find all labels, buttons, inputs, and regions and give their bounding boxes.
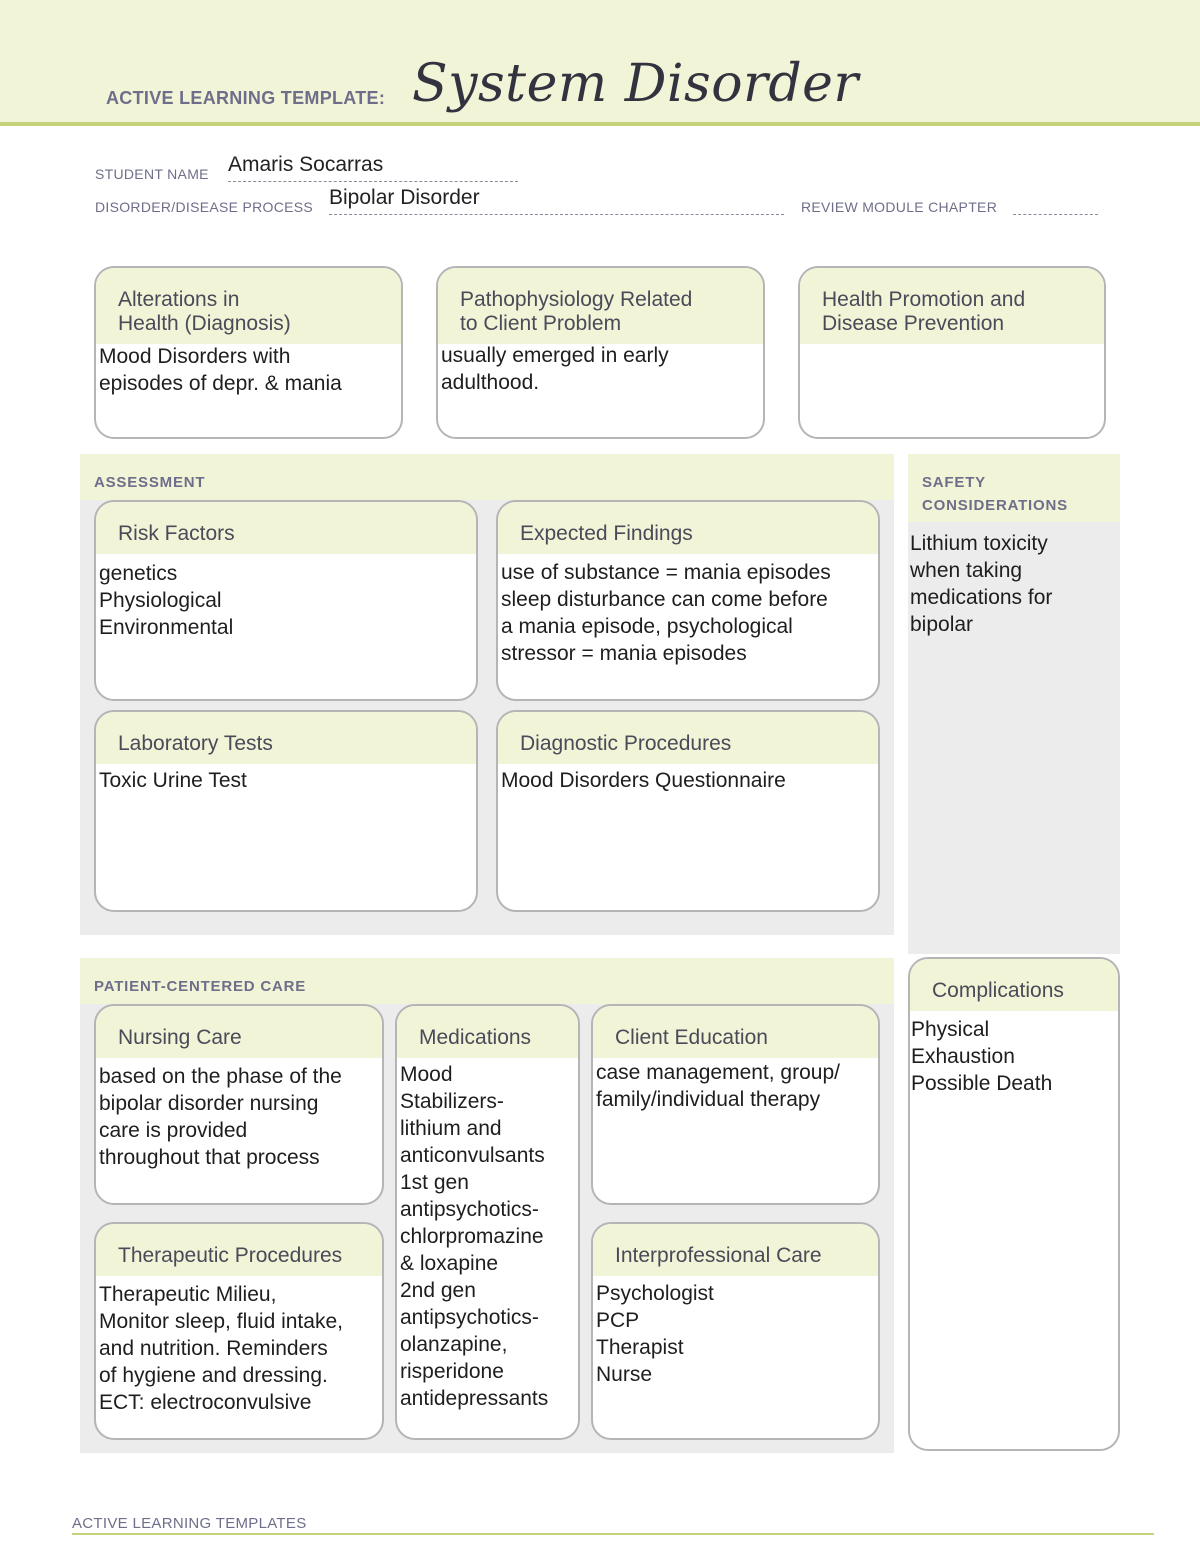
alterations-body[interactable]: Mood Disorders with episodes of depr. & mania (99, 345, 342, 395)
disorder-value[interactable]: Bipolar Disorder (329, 186, 480, 209)
client-education-title: Client Education (593, 1006, 878, 1058)
interprofessional-care-title: Interprofessional Care (593, 1224, 878, 1276)
disorder-line (329, 214, 784, 215)
interprofessional-care-body[interactable]: Psychologist PCP Therapist Nurse (596, 1282, 714, 1386)
review-module-line[interactable] (1013, 214, 1098, 215)
patient-care-title: PATIENT-CENTERED CARE (94, 978, 307, 995)
footer-label: ACTIVE LEARNING TEMPLATES (72, 1515, 307, 1532)
medications-title: Medications (397, 1006, 578, 1058)
diagnostic-procedures-body[interactable]: Mood Disorders Questionnaire (501, 769, 786, 792)
therapeutic-procedures-body[interactable]: Therapeutic Milieu, Monitor sleep, fluid intake, and nutrition. Reminders of hygiene and dressing. ECT: electroconvulsive (99, 1283, 343, 1414)
header-rule (0, 122, 1200, 126)
template-label: ACTIVE LEARNING TEMPLATE: (106, 88, 386, 108)
alterations-title: Alterations in Health (Diagnosis) (96, 268, 401, 344)
assessment-title: ASSESSMENT (94, 474, 206, 491)
pathophysiology-body[interactable]: usually emerged in early adulthood. (441, 344, 669, 394)
interprofessional-care-box (591, 1222, 880, 1440)
laboratory-tests-title: Laboratory Tests (96, 712, 476, 764)
expected-findings-box (496, 500, 880, 701)
footer-rule (72, 1533, 1154, 1535)
risk-factors-body[interactable]: genetics Physiological Environmental (99, 562, 234, 639)
alterations-box (94, 266, 403, 439)
laboratory-tests-box (94, 710, 478, 912)
health-promotion-box (798, 266, 1106, 439)
diagnostic-procedures-box (496, 710, 880, 912)
therapeutic-procedures-box (94, 1222, 384, 1440)
expected-findings-title: Expected Findings (498, 502, 878, 554)
complications-box (908, 957, 1120, 1451)
page-title: System Disorder (412, 54, 859, 114)
client-education-box (591, 1004, 880, 1205)
expected-findings-body[interactable]: use of substance = mania episodes sleep disturbance can come before a mania episode, psychological stressor = mania episodes (501, 561, 831, 665)
medications-box (395, 1004, 580, 1440)
therapeutic-procedures-title: Therapeutic Procedures (96, 1224, 382, 1276)
safety-section (908, 454, 1120, 954)
student-name-line (228, 181, 518, 182)
risk-factors-title: Risk Factors (96, 502, 476, 554)
review-module-label: REVIEW MODULE CHAPTER (801, 199, 998, 215)
student-name-label: STUDENT NAME (95, 166, 209, 182)
client-education-body[interactable]: case management, group/ family/individual therapy (596, 1061, 840, 1111)
complications-body[interactable]: Physical Exhaustion Possible Death (911, 1018, 1053, 1095)
complications-title: Complications (910, 959, 1118, 1011)
nursing-care-body[interactable]: based on the phase of the bipolar disorder nursing care is provided throughout that process (99, 1065, 342, 1169)
student-name-value[interactable]: Amaris Socarras (228, 153, 384, 176)
nursing-care-title: Nursing Care (96, 1006, 382, 1058)
disorder-label: DISORDER/DISEASE PROCESS (95, 199, 314, 215)
safety-title: SAFETY CONSIDERATIONS (922, 474, 1068, 514)
pathophysiology-box (436, 266, 765, 439)
laboratory-tests-body[interactable]: Toxic Urine Test (99, 769, 247, 792)
safety-body[interactable]: Lithium toxicity when taking medications for bipolar (910, 532, 1053, 636)
pathophysiology-title: Pathophysiology Related to Client Problem (438, 268, 763, 344)
risk-factors-box (94, 500, 478, 701)
health-promotion-title: Health Promotion and Disease Prevention (800, 268, 1104, 344)
medications-body[interactable]: Mood Stabilizers- lithium and anticonvulsants 1st gen antipsychotics- chlorpromazine & loxapine 2nd gen antipsychotics- olanzapine, risperidone antidepressants (400, 1063, 549, 1410)
diagnostic-procedures-title: Diagnostic Procedures (498, 712, 878, 764)
nursing-care-box (94, 1004, 384, 1205)
